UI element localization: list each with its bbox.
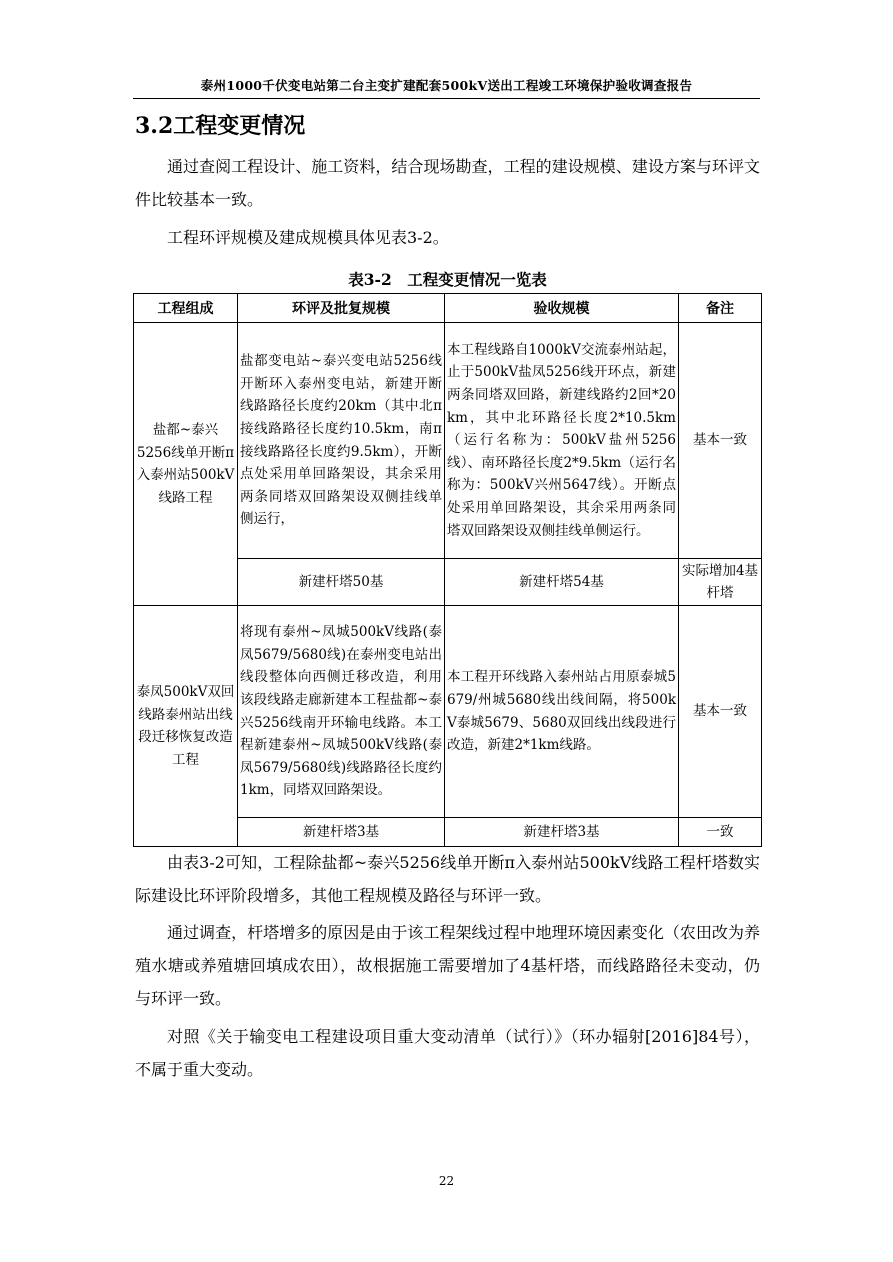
conclusion-paragraph: 对照《关于输变电工程建设项目重大变动清单（试行）》（环办辐射[2016]84号），不属于重大变动。 (135, 1027, 760, 1079)
running-header: 泰州1000千伏变电站第二台主变扩建配套500kV送出工程竣工环境保护验收调查报告 (200, 78, 693, 93)
eia-towers-cell: 新建杆塔3基 (238, 818, 445, 847)
acceptance-towers-cell: 新建杆塔3基 (445, 818, 679, 847)
towers-remark-cell: 一致 (679, 818, 762, 847)
component-cell: 泰凤500kV双回线路泰州站出线段迁移恢复改造工程 (134, 606, 238, 847)
remark-cell: 基本一致 (679, 323, 762, 559)
header-component: 工程组成 (134, 294, 238, 323)
header-acceptance-scale: 验收规模 (445, 294, 679, 323)
header-eia-scale: 环评及批复规模 (238, 294, 445, 323)
eia-towers-cell: 新建杆塔50基 (238, 559, 445, 606)
eia-scale-cell: 将现有泰州~凤城500kV线路(泰凤5679/5680线)在泰州变电站出线段整体向西侧迁移改造，利用该段线路走廊新建本工程盐都~泰兴5256线南开环输电线路。本工程新建泰州~凤城500kV线路(泰凤5679/5680线)线路路径长度约1km，同塔双回路架设。 (238, 606, 445, 818)
header-divider (133, 98, 760, 99)
table-reference-paragraph: 工程环评规模及建成规模具体见表3-2。 (167, 228, 449, 247)
acceptance-scale-cell: 本工程开环线路入泰州站占用原泰城5679/州城5680线出线间隔，将500kV泰城5679、5680双回线出线段进行改造，新建2*1km线路。 (445, 606, 679, 818)
table-caption: 表3-2 工程变更情况一览表 (348, 270, 547, 289)
analysis-paragraph: 由表3-2可知，工程除盐都~泰兴5256线单开断π入泰州站500kV线路工程杆塔数实际建设比环评阶段增多，其他工程规模及路径与环评一致。 (135, 853, 760, 905)
header-remark: 备注 (679, 294, 762, 323)
acceptance-scale-cell: 本工程线路自1000kV交流泰州站起，止于500kV盐凤5256线开环点，新建两条同塔双回路，新建线路约2回*20km，其中北环路径长度2*10.5km（运行名称为：500kV盐州5256线）、南环路径长度2*9.5km（运行名称为：500kV兴州5647线）。开断点处采用单回路架设，其余采用两条同塔双回路架设双侧挂线单侧运行。 (445, 323, 679, 559)
eia-scale-cell: 盐都变电站~泰兴变电站5256线开断环入泰州变电站，新建开断线路路径长度约20km（其中北π接线路路径长度约10.5km，南π接线路路径长度约9.5km），开断点处采用单回路架设，其余采用两条同塔双回路架设双侧挂线单侧运行， (238, 323, 445, 559)
page-number: 22 (438, 1174, 455, 1188)
component-cell: 盐都~泰兴5256线单开断π入泰州站500kV线路工程 (134, 323, 238, 606)
towers-remark-cell: 实际增加4基杆塔 (679, 559, 762, 606)
change-table (133, 293, 762, 847)
table-header-row (134, 294, 762, 323)
table-row (134, 606, 762, 818)
intro-paragraph: 通过查阅工程设计、施工资料，结合现场勘查，工程的建设规模、建设方案与环评文件比较基本一致。 (135, 157, 760, 209)
reason-paragraph: 通过调查，杆塔增多的原因是由于该工程架线过程中地理环境因素变化（农田改为养殖水塘或养殖塘回填成农田），故根据施工需要增加了4基杆塔，而线路路径未变动，仍与环评一致。 (135, 923, 760, 1008)
section-title: 3.2工程变更情况 (135, 113, 306, 139)
acceptance-towers-cell: 新建杆塔54基 (445, 559, 679, 606)
remark-cell: 基本一致 (679, 606, 762, 818)
table-row (134, 323, 762, 559)
